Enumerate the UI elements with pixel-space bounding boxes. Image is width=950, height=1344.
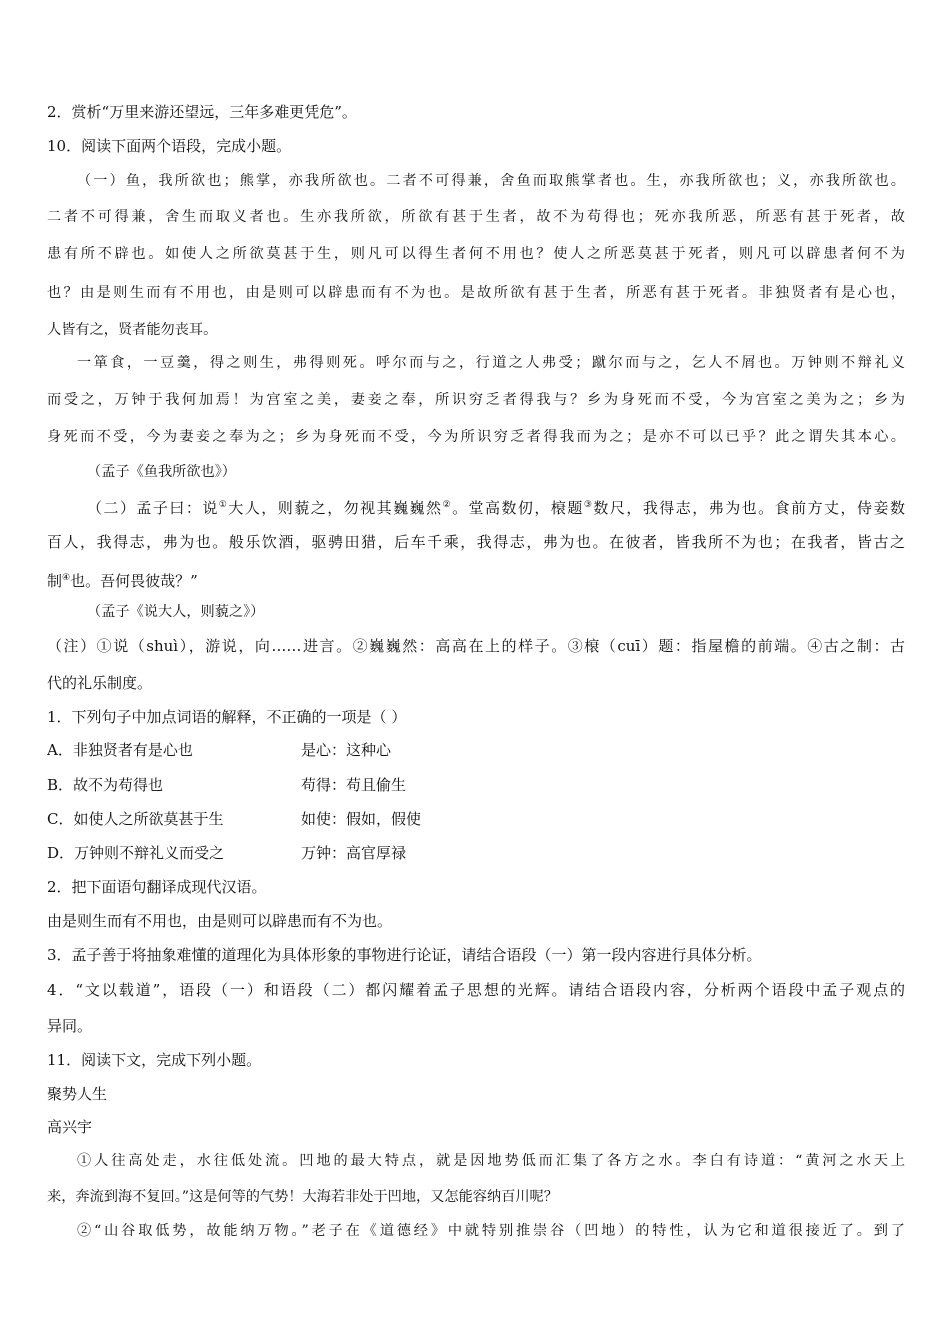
q10-2-sentence: 由是则生而有不用也，由是则可以辟患而有不为也。 [47, 912, 393, 930]
article-paragraph-line: ①人往高处走，水往低处流。凹地的最大特点，就是因地势低而汇集了各方之水。李白有诗道：“黄河之水天上 [77, 1153, 905, 1169]
option-d-explanation: 万钟：高官厚禄 [301, 844, 407, 862]
passage2-text: 。堂高数仞，榱题 [452, 499, 584, 517]
passage2-text: （二）孟子曰：说 [87, 499, 219, 517]
passage1-line: 而受之，万钟于我何加焉！为宫室之美，妻妾之奉，所识穷乏者得我与？乡为身死而不受，今为宫室之美为之；乡为 [47, 392, 905, 408]
option-a: A．非独贤者有是心也 [47, 741, 193, 759]
option-c-explanation: 如使：假如，假使 [301, 810, 422, 828]
q10-1-stem: 1．下列句子中加点词语的解释，不正确的一项是（ ） [47, 708, 407, 726]
q9-item-2: 2．赏析“万里来游还望远，三年多难更凭危”。 [47, 103, 357, 121]
option-d: D．万钟则不辩礼义而受之 [47, 844, 225, 862]
q11-title: 11．阅读下文，完成下列小题。 [47, 1051, 262, 1069]
passage2-line [47, 567, 198, 592]
q10-title: 10．阅读下面两个语段，完成小题。 [47, 137, 292, 155]
option-b: B．故不为苟得也 [47, 776, 164, 794]
passage1-line: 一箪食，一豆羹，得之则生，弗得则死。呼尔而与之，行道之人弗受；蹴尔而与之，乞人不屑也。万钟则不辩礼义 [77, 355, 905, 371]
option-a-explanation: 是心：这种心 [301, 741, 392, 759]
article-paragraph-line: ②“山谷取低势，故能纳万物。”老子在《道德经》中就特别推崇谷（凹地）的特性，认为它和道很接近了。到了 [77, 1223, 905, 1239]
source-2: （孟子《说大人，则藐之》） [87, 604, 265, 620]
option-c: C．如使人之所欲莫甚于生 [47, 810, 224, 828]
notes-line: （注）①说（shuì），游说，向……进言。②巍巍然：高高在上的样子。③榱（cuī）题：指屋檐的前端。④古之制：古 [47, 637, 905, 655]
source-1: （孟子《鱼我所欲也》） [87, 464, 236, 480]
article-title: 聚势人生 [47, 1085, 108, 1103]
passage2-text: 制 [47, 572, 63, 590]
article-paragraph-line: 来，奔流到海不复回。”这是何等的气势！大海若非处于凹地，又怎能容纳百川呢？ [47, 1189, 558, 1205]
passage2-line [47, 494, 905, 519]
passage1-line: 身死而不受，今为妻妾之奉为之；乡为身死而不受，今为所识穷乏者得我而为之；是亦不可以已乎？此之谓失其本心。 [47, 429, 905, 445]
passage1-line: 人皆有之，贤者能勿丧耳。 [47, 322, 218, 338]
footnote-marker: ③ [583, 500, 594, 510]
passage1-line: （一）鱼，我所欲也；熊掌，亦我所欲也。二者不可得兼，舍鱼而取熊掌者也。生，亦我所欲也；义，亦我所欲也。 [77, 173, 905, 189]
passage1-line: 二者不可得兼，舍生而取义者也。生亦我所欲，所欲有甚于生者，故不为苟得也；死亦我所恶，所恶有甚于死者，故 [47, 209, 905, 225]
passage1-line: 也？由是则生而有不用也，由是则可以辟患而有不为也。是故所欲有甚于生者，所恶有甚于死者。非独贤者有是心也， [47, 285, 905, 301]
passage2-line: 百人，我得志，弗为也。般乐饮酒，驱骋田猎，后车千乘，我得志，弗为也。在彼者，皆我所不为也；在我者，皆古之 [47, 533, 905, 551]
footnote-marker: ④ [62, 573, 71, 583]
footnote-marker: ① [218, 500, 229, 510]
passage2-text: 大人，则藐之，勿视其巍巍然 [228, 499, 443, 517]
q10-3: 3．孟子善于将抽象难懂的道理化为具体形象的事物进行论证，请结合语段（一）第一段内容进行具体分析。 [47, 946, 762, 964]
q10-2-stem: 2．把下面语句翻译成现代汉语。 [47, 878, 267, 896]
footnote-marker: ② [442, 500, 453, 510]
q10-4-line: 4．“文以载道”，语段（一）和语段（二）都闪耀着孟子思想的光辉。请结合语段内容，分析两个语段中孟子观点的 [47, 981, 905, 999]
article-author: 高兴宇 [47, 1118, 93, 1136]
passage1-line: 患有所不辟也。如使人之所欲莫甚于生，则凡可以得生者何不用也？使人之所恶莫甚于死者，则凡可以辟患者何不为 [47, 246, 905, 262]
notes-line: 代的礼乐制度。 [47, 674, 153, 692]
passage2-text: 也。吾何畏彼哉？” [70, 572, 198, 590]
option-b-explanation: 苟得：苟且偷生 [301, 776, 407, 794]
q10-4-line: 异同。 [47, 1017, 93, 1035]
passage2-text: 数尺，我得志，弗为也。食前方丈，侍妾数 [593, 499, 905, 517]
